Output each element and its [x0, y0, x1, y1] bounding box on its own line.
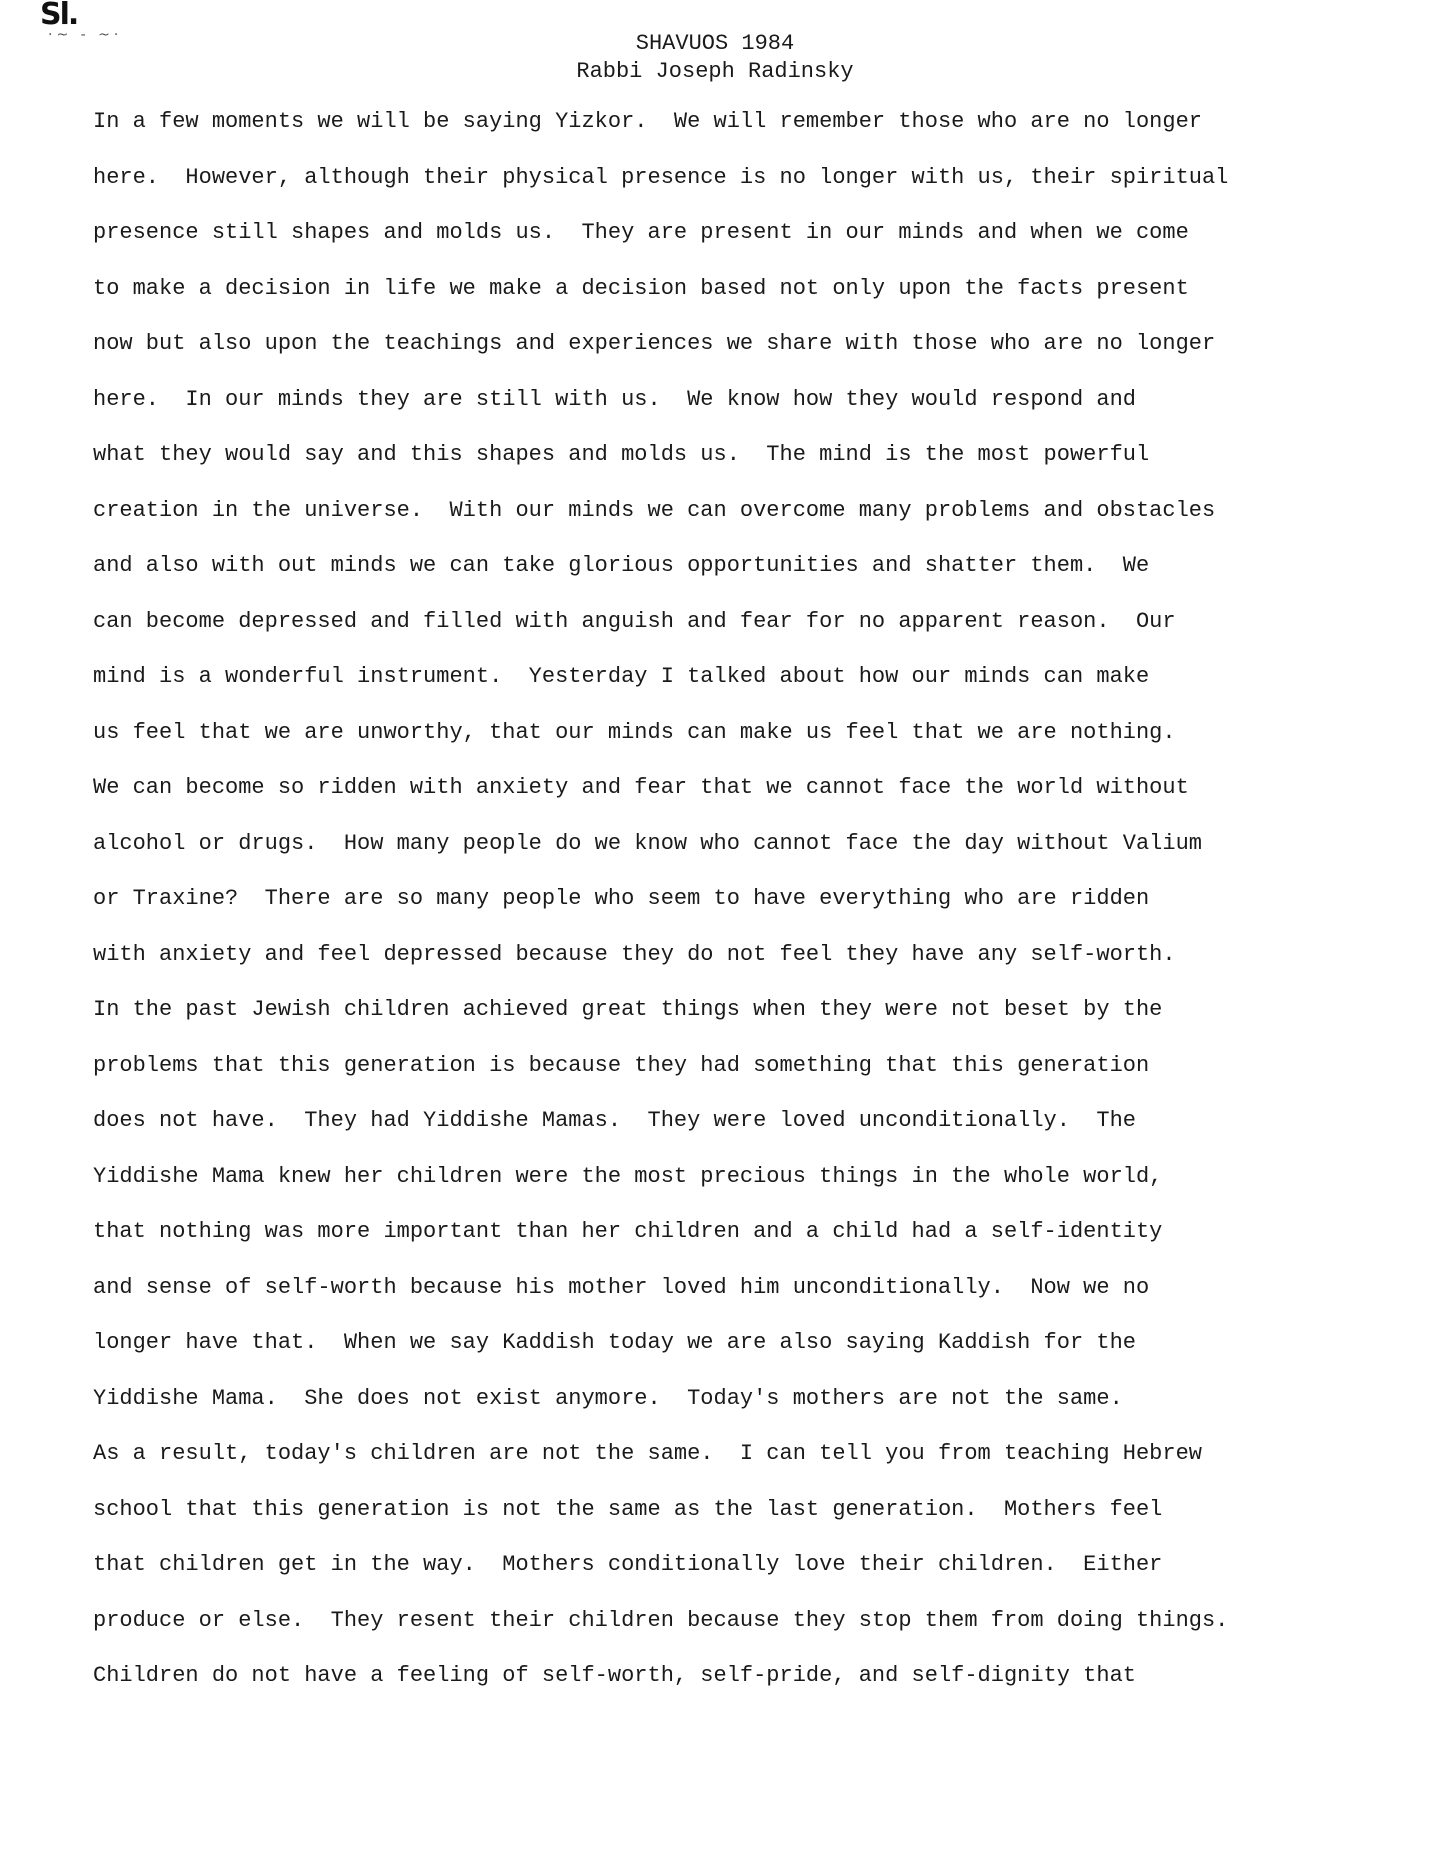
text-line: mind is a wonderful instrument. Yesterday I talked about how our minds can make: [93, 664, 1150, 689]
document-body: [93, 108, 1383, 1718]
text-line: Yiddishe Mama knew her children were the most precious things in the whole world,: [93, 1163, 1163, 1189]
text-line: In the past Jewish children achieved great things when they were not beset by the: [93, 997, 1163, 1022]
text-line: As a result, today's children are not the same. I can tell you from teaching Hebrew: [93, 1441, 1202, 1466]
text-line: does not have. They had Yiddishe Mamas. They were loved unconditionally. The: [93, 1108, 1136, 1133]
text-line: what they would say and this shapes and molds us. The mind is the most powerful: [93, 442, 1150, 467]
document-header: [0, 27, 1430, 86]
text-line: problems that this generation is because they had something that this generation: [93, 1052, 1150, 1078]
text-line: and also with out minds we can take glorious opportunities and shatter them. We: [93, 553, 1150, 578]
text-line: here. In our minds they are still with us. We know how they would respond and: [93, 386, 1136, 412]
text-line: with anxiety and feel depressed because they do not feel they have any self-worth.: [93, 941, 1176, 967]
text-line: here. However, although their physical presence is no longer with us, their spiritual: [93, 164, 1229, 190]
text-line: produce or else. They resent their children because they stop them from doing things.: [93, 1607, 1229, 1633]
text-line: or Traxine? There are so many people who seem to have everything who are ridden: [93, 886, 1150, 911]
text-line: presence still shapes and molds us. They are present in our minds and when we come: [93, 220, 1189, 245]
text-line: can become depressed and filled with anguish and fear for no apparent reason. Our: [93, 608, 1176, 634]
handwritten-corner-mark: Sl.: [40, 0, 78, 32]
text-line: that nothing was more important than her children and a child had a self-identity: [93, 1219, 1163, 1244]
text-line: Children do not have a feeling of self-worth, self-pride, and self-dignity that: [93, 1663, 1136, 1688]
text-line: school that this generation is not the same as the last generation. Mothers feel: [93, 1496, 1163, 1522]
document-author: Rabbi Joseph Radinsky: [576, 59, 854, 84]
text-line: Yiddishe Mama. She does not exist anymore. Today's mothers are not the same.: [93, 1385, 1123, 1411]
text-line: that children get in the way. Mothers conditionally love their children. Either: [93, 1552, 1163, 1577]
text-line: now but also upon the teachings and experiences we share with those who are no longer: [93, 331, 1216, 356]
text-line: alcohol or drugs. How many people do we know who cannot face the day without Valium: [93, 830, 1202, 856]
text-line: and sense of self-worth because his mother loved him unconditionally. Now we no: [93, 1274, 1150, 1300]
text-line: us feel that we are unworthy, that our minds can make us feel that we are nothing.: [93, 719, 1176, 745]
handwritten-corner-scribble: ·~ - ~·: [48, 27, 123, 43]
document-title: SHAVUOS 1984: [635, 31, 795, 56]
text-line: longer have that. When we say Kaddish today we are also saying Kaddish for the: [93, 1330, 1136, 1355]
text-line: We can become so ridden with anxiety and fear that we cannot face the world without: [93, 775, 1189, 800]
text-line: to make a decision in life we make a decision based not only upon the facts present: [93, 275, 1189, 301]
text-line: In a few moments we will be saying Yizkor. We will remember those who are no longer: [93, 109, 1202, 134]
text-line: creation in the universe. With our minds we can overcome many problems and obstacles: [93, 497, 1216, 523]
